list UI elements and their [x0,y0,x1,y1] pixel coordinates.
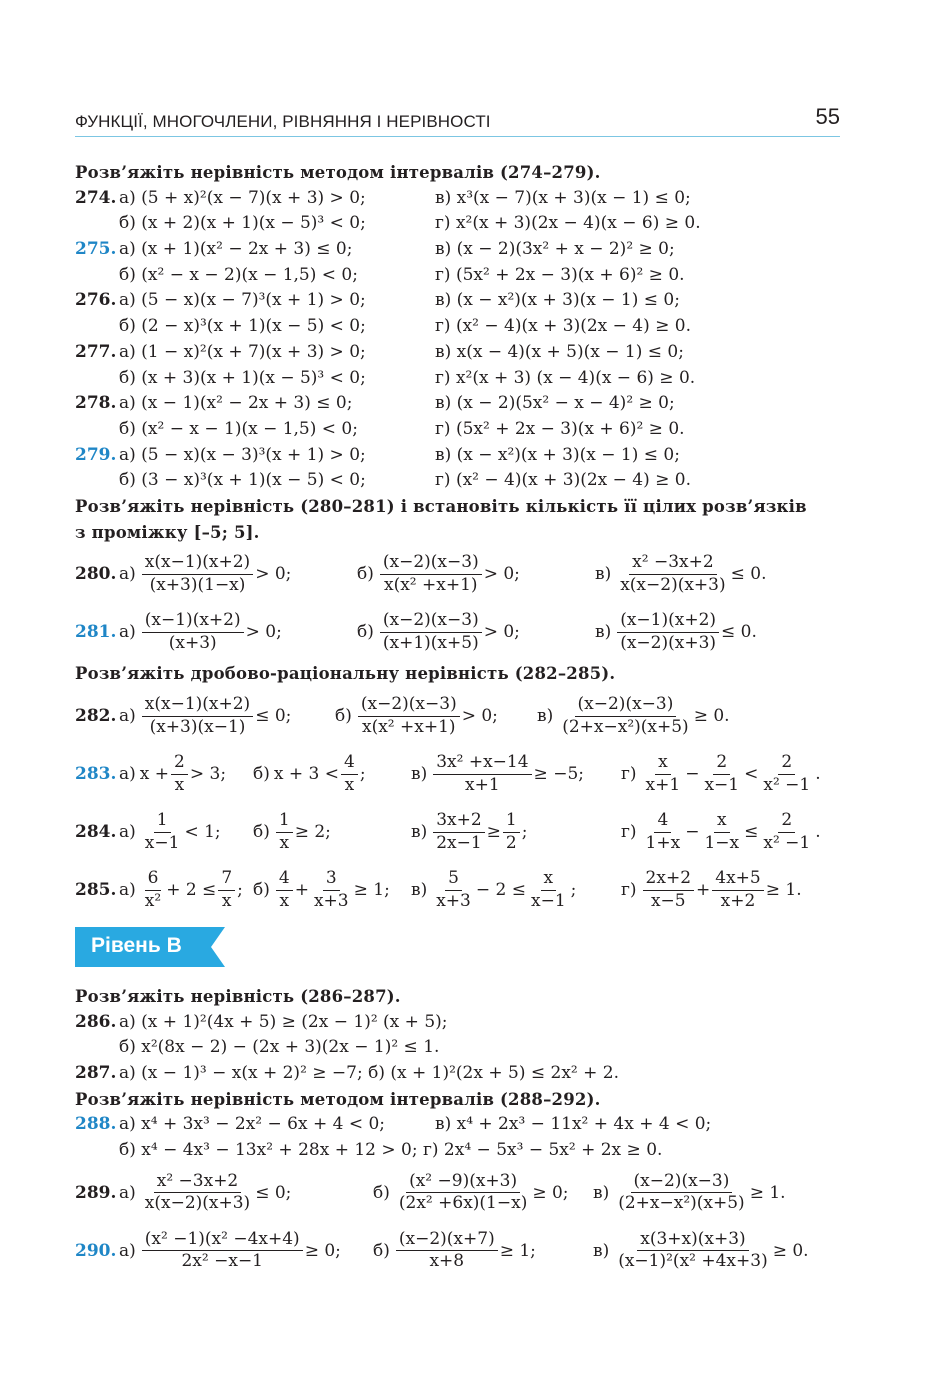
fraction-numerator: (x−2)(x−3) [358,695,460,717]
exercise-line [75,340,845,366]
operator: + [294,880,309,900]
expression-tail: ≤ 0. [730,564,767,585]
fraction [341,753,358,795]
exercises-282-285 [75,687,845,919]
fraction [643,869,694,911]
fraction-denominator: x(x² +x+1) [362,716,456,737]
fraction-denominator: (2+x−x²)(x+5) [618,1193,745,1214]
exercise-part [621,861,802,919]
exercise-number: 274. [75,187,117,208]
exercise-fraction-line [75,1164,845,1222]
fraction-numerator: x² −3x+2 [154,1172,242,1194]
exercise-number: 285. [75,880,117,900]
expression-tail: ; [521,822,528,842]
fraction [311,869,352,911]
fraction-numerator: (x−2)(x−3) [380,553,482,575]
fraction-denominator: (x−2)(x+3) [620,632,717,653]
fraction [617,553,728,595]
fraction-numerator: (x² −9)(x+3) [406,1172,520,1194]
fraction-numerator: 2x+2 [643,869,694,891]
exercise-part-right: в) x(x − 4)(x + 5)(x − 1) ≤ 0; [435,341,684,362]
operator: − [685,764,700,784]
exercise-line [75,1010,845,1036]
exercise-part-left: а) (x + 1)(x² − 2x + 3) ≤ 0; [119,239,353,260]
expression-prefix: x + [139,764,170,784]
fraction-numerator: 2 [171,753,188,775]
exercise-part [119,1164,291,1222]
exercise-line [75,417,845,443]
exercises-280-281 [75,545,845,661]
exercise-number: 275. [75,239,117,260]
part-label: а) [119,822,136,842]
exercise-content-level-b [75,984,845,1280]
part-label: б) [253,822,270,842]
expression-tail: > 0; [483,564,520,585]
instruction-282-285: Розв’яжіть дробово-раціональну нерівність (282–285). [75,664,616,684]
fraction [142,553,253,595]
exercise-line [75,468,845,494]
part-label: в) [595,564,612,585]
exercise-fraction-line [75,745,845,803]
fraction-denominator: x−5 [650,890,686,911]
exercise-part [595,603,757,661]
exercise-part-right: г) (x² − 4)(x + 3)(2x − 4) ≥ 0. [435,470,692,491]
expression-tail: ≥ 0. [772,1240,809,1261]
fraction [358,695,460,737]
fraction-denominator: x+1 [645,774,681,795]
fraction-numerator: 1 [276,811,293,833]
exercise-part [253,745,366,803]
exercise-part [621,803,821,861]
exercise-fraction-line [75,1222,845,1280]
fraction-numerator: (x² −1)(x² −4x+4) [142,1230,303,1252]
exercise-line [75,1035,845,1061]
fraction-denominator: x(x² +x+1) [384,574,478,595]
expression-tail: ≥ 0; [532,1182,569,1203]
expression-prefix: x + 3 < [273,764,339,784]
exercise-number: 284. [75,822,117,842]
part-label: г) [621,764,637,784]
part-label: в) [411,822,428,842]
fraction-denominator: x−1 [530,890,566,911]
level-band [75,927,225,967]
expression-tail: ≤ 0; [255,706,292,726]
operator: − [685,822,700,842]
expression-tail: . [815,822,821,842]
fraction-denominator: x−1 [704,774,740,795]
fraction [712,869,763,911]
fraction-denominator: x² −1 [763,774,811,795]
exercise-part-left: а) (1 − x)²(x + 7)(x + 3) > 0; [119,341,366,362]
expression-tail: ≥ 1. [765,880,802,900]
fraction-denominator: x+3 [313,890,349,911]
expression-tail: ; [359,764,366,784]
fraction-numerator: (x−1)(x+2) [142,611,244,633]
fraction-denominator: x(x−2)(x+3) [620,574,726,595]
exercise-part [119,545,291,603]
exercise-line [75,263,845,289]
fraction [433,753,531,795]
exercise-part-left: а) (5 − x)(x − 3)³(x + 1) > 0; [119,444,366,465]
expression-tail: < 1; [184,822,221,842]
exercise-fraction-line [75,687,845,745]
exercise-part [357,545,520,603]
fraction-denominator: x [344,774,355,795]
fraction [380,611,482,653]
fraction-numerator: x [714,811,730,833]
exercise-line [75,237,845,263]
fraction-numerator: 1 [503,811,520,833]
exercise-part-left: б) (x + 3)(x + 1)(x − 5)³ < 0; [119,367,366,388]
part-label: б) [253,764,270,784]
fraction-denominator: (x−1)²(x² +4x+3) [618,1251,768,1272]
exercise-line [75,1112,845,1138]
exercise-part [119,603,282,661]
exercise-part [373,1222,536,1280]
part-label: г) [621,822,637,842]
operator: < [744,764,759,784]
exercise-part [373,1164,569,1222]
fraction [433,869,474,911]
exercise-part [621,745,821,803]
part-label: а) [119,622,136,643]
exercises-288 [75,1112,845,1163]
exercise-part-right: в) (x − x²)(x + 3)(x − 1) ≤ 0; [435,290,680,311]
fraction [142,869,164,911]
exercises-289-290 [75,1164,845,1280]
exercise-part-right: в) x⁴ + 2x³ − 11x² + 4x + 4 < 0; [435,1114,712,1135]
fraction-denominator: x+2 [720,890,756,911]
fraction-numerator: x(x−1)(x+2) [142,553,253,575]
exercise-part-right: г) (x² − 4)(x + 3)(2x − 4) ≥ 0. [435,316,692,337]
exercise-part [411,861,576,919]
part-label: в) [411,764,428,784]
exercise-part [119,745,226,803]
fraction [276,869,293,911]
level-label: Рівень В [91,934,182,957]
expression-tail: ≥ 0; [304,1240,341,1261]
expression-tail: > 0; [255,564,292,585]
page-header [75,106,840,137]
exercises-274-279 [75,186,845,494]
exercise-line [75,1061,845,1087]
exercise-fraction-line [75,603,845,661]
fraction-denominator: x [221,890,232,911]
fraction-numerator: (x−1)(x+2) [617,611,719,633]
expression-tail: . [815,764,821,784]
part-label: б) [373,1182,390,1203]
fraction-numerator: 3x+2 [433,811,484,833]
fraction [760,811,813,853]
exercise-part [335,687,498,745]
fraction-denominator: x(x−2)(x+3) [144,1193,251,1214]
fraction [643,753,684,795]
fraction-numerator: x(3+x)(x+3) [637,1230,748,1252]
fraction-numerator: 7 [218,869,235,891]
fraction-denominator: x [279,890,290,911]
exercise-line [75,288,845,314]
expression-tail: > 3; [189,764,227,784]
exercise-part [253,803,331,861]
exercise-part-right: г) x²(x + 3)(2x − 4)(x − 6) ≥ 0. [435,213,701,234]
fraction-denominator: 1+x [645,832,681,853]
fraction [760,753,813,795]
exercise-part-left: б) (x² − x − 1)(x − 1,5) < 0; [119,418,358,439]
fraction-numerator: 3 [323,869,340,891]
fraction-numerator: 4 [276,869,293,891]
part-label: б) [357,622,374,643]
fraction [171,753,188,795]
fraction-denominator: x [174,774,185,795]
exercise-number: 277. [75,341,117,362]
fraction-denominator: x+1 [465,774,500,795]
exercise-part-left: а) (x − 1)(x² − 2x + 3) ≤ 0; [119,393,353,414]
part-label: в) [411,880,428,900]
exercise-part [119,803,221,861]
exercise-line [75,186,845,212]
exercise-part-left: а) (5 + x)²(x − 7)(x + 3) > 0; [119,187,366,208]
exercise-line [75,443,845,469]
part-label: а) [119,706,136,726]
fraction-numerator: x [541,869,557,891]
fraction-numerator: (x−2)(x−3) [631,1172,733,1194]
part-label: б) [335,706,352,726]
exercise-content [75,160,845,919]
fraction-denominator: (x+1)(x+5) [382,632,479,653]
fraction [142,611,244,653]
fraction [701,753,742,795]
exercise-line [75,1138,845,1164]
exercise-line [75,366,845,392]
exercise-part [595,545,767,603]
fraction [142,1172,253,1214]
fraction [617,611,719,653]
exercise-part-right: в) (x − 2)(3x² + x − 2)² ≥ 0; [435,239,675,260]
fraction-denominator: 2 [505,832,517,853]
fraction [559,695,691,737]
expression-tail: ≥ 1; [353,880,390,900]
fraction-numerator: x(x−1)(x+2) [142,695,253,717]
operator: + [696,880,711,900]
part-label: а) [119,880,136,900]
exercise-fraction-line [75,545,845,603]
exercise-line [75,314,845,340]
fraction-numerator: 2 [713,753,730,775]
exercise-part-right: в) (x − 2)(5x² − x − 4)² ≥ 0; [435,393,675,414]
exercise-part-right: г) (5x² + 2x − 3)(x + 6)² ≥ 0. [435,264,685,285]
exercise-part-right: в) (x − x²)(x + 3)(x − 1) ≤ 0; [435,444,680,465]
instruction-288-292: Розв’яжіть нерівність методом інтервалів (288–292). [75,1089,601,1109]
fraction [142,811,183,853]
expression-tail: ≥ 1; [499,1240,536,1261]
fraction-denominator: 2x−1 [436,832,482,853]
fraction [615,1172,747,1214]
expression-tail: ≤ 0. [721,622,757,643]
part-label: в) [595,622,612,643]
exercise-part-left: б) (x + 2)(x + 1)(x − 5)³ < 0; [119,213,366,234]
operator: + 2 ≤ [166,880,217,900]
exercise-text: а) (x − 1)³ − x(x + 2)² ≥ −7; б) (x + 1)²(2x + 5) ≤ 2x² + 2. [119,1063,620,1084]
exercise-part-left: а) (5 − x)(x − 7)³(x + 1) > 0; [119,290,366,311]
fraction-denominator: x−1 [144,832,180,853]
fraction [503,811,520,853]
fraction [396,1230,498,1272]
exercise-number: 282. [75,706,117,726]
fraction-denominator: x² [144,890,162,911]
fraction-denominator: (x+3)(x−1) [149,716,246,737]
fraction [396,1172,530,1214]
exercise-number: 281. [75,622,117,643]
exercise-number: 276. [75,290,117,311]
fraction-denominator: 1−x [704,832,740,853]
fraction-denominator: x+3 [436,890,471,911]
part-label: б) [357,564,374,585]
fraction [643,811,684,853]
fraction [218,869,235,911]
fraction-denominator: x [279,832,290,853]
exercise-number: 289. [75,1182,117,1203]
part-label: г) [621,880,637,900]
exercise-fraction-line [75,803,845,861]
instruction-286-287: Розв’яжіть нерівність (286–287). [75,987,401,1006]
fraction [528,869,569,911]
exercise-part-right: г) (5x² + 2x − 3)(x + 6)² ≥ 0. [435,418,685,439]
fraction [380,553,482,595]
expression-tail: > 0; [461,706,498,726]
part-label: в) [537,706,554,726]
exercise-part [357,603,520,661]
fraction-denominator: (x+3)(1−x) [149,574,246,595]
exercise-part-left: б) (3 − x)³(x + 1)(x − 5) < 0; [119,470,366,491]
operator: ≥ [486,822,501,842]
exercise-part-left: б) (x² − x − 2)(x − 1,5) < 0; [119,264,358,285]
exercise-part [253,861,390,919]
exercise-line [75,391,845,417]
fraction-denominator: x+8 [429,1251,465,1272]
fraction-denominator: (2x² +6x)(1−x) [398,1193,528,1214]
exercise-number: 280. [75,564,117,585]
part-label: в) [593,1182,610,1203]
fraction-denominator: (x+3) [168,632,217,653]
fraction-numerator: (x−2)(x−3) [575,695,677,717]
expression-tail: > 0; [245,622,282,643]
exercise-part-left: б) (2 − x)³(x + 1)(x − 5) < 0; [119,316,366,337]
expression-tail: ; [237,880,243,900]
expression-tail: ≤ 0; [255,1182,292,1203]
part-label: а) [119,764,136,784]
fraction [701,811,742,853]
fraction [615,1230,771,1272]
exercise-number: 278. [75,393,117,414]
fraction-numerator: x [655,753,671,775]
exercise-part-right: в) x³(x − 7)(x + 3)(x − 1) ≤ 0; [435,187,691,208]
exercise-number: 287. [75,1063,117,1084]
exercise-part [593,1164,786,1222]
fraction [433,811,484,853]
fraction-numerator: 2 [778,811,795,833]
exercise-number: 279. [75,444,117,465]
fraction-denominator: (2+x−x²)(x+5) [562,716,689,737]
fraction-numerator: (x−2)(x+7) [396,1230,498,1252]
exercise-part [537,687,730,745]
part-label: в) [593,1240,610,1261]
instruction-280-281-line1: Розв’яжіть нерівність (280–281) і встановіть кількість її цілих розв’язків [75,496,807,516]
exercise-part [119,687,291,745]
exercise-part [411,803,527,861]
exercises-286-287 [75,1010,845,1087]
fraction-numerator: 5 [445,869,462,891]
fraction-numerator: 4 [341,753,358,775]
exercise-part [119,861,243,919]
exercise-number: 286. [75,1011,117,1032]
exercise-number: 290. [75,1240,117,1261]
exercise-part [593,1222,809,1280]
part-label: б) [373,1240,390,1261]
fraction-numerator: 6 [145,869,162,891]
part-label: а) [119,1240,136,1261]
page-number: 55 [815,104,840,129]
instruction-280-281-line2: з проміжку [–5; 5]. [75,522,260,542]
expression-tail: ≥ 0. [693,706,730,726]
part-label: а) [119,564,136,585]
exercise-fraction-line [75,861,845,919]
fraction-numerator: 1 [154,811,171,833]
exercise-part [119,1222,341,1280]
exercise-line [75,211,845,237]
part-label: б) [253,880,270,900]
fraction-numerator: (x−2)(x−3) [380,611,482,633]
fraction [276,811,293,853]
fraction-numerator: 2 [778,753,795,775]
running-title: ФУНКЦІЇ, МНОГОЧЛЕНИ, РІВНЯННЯ І НЕРІВНОСТІ [75,112,491,131]
instruction-274-279: Розв’яжіть нерівність методом інтервалів (274–279). [75,163,601,182]
exercise-part-left: а) x⁴ + 3x³ − 2x² − 6x + 4 < 0; [119,1114,386,1135]
fraction-numerator: 4 [654,811,671,833]
exercise-part-left: б) x⁴ − 4x³ − 13x² + 28x + 12 > 0; г) 2x⁴ − 5x³ − 5x² + 2x ≥ 0. [119,1140,663,1161]
expression-tail: ≥ 2; [294,822,331,842]
expression-tail: ≥ 1. [749,1182,786,1203]
expression-tail: ; [570,880,577,900]
fraction [142,695,253,737]
exercise-part [411,745,584,803]
exercise-part-right: г) x²(x + 3) (x − 4)(x − 6) ≥ 0. [435,367,696,388]
exercise-text: б) x²(8x − 2) − (2x + 3)(2x − 1)² ≤ 1. [119,1037,440,1058]
fraction-numerator: x² −3x+2 [629,553,717,575]
exercise-number: 283. [75,764,117,784]
fraction-numerator: 3x² +x−14 [433,753,531,775]
fraction-numerator: 4x+5 [712,869,763,891]
part-label: а) [119,1182,136,1203]
operator: − 2 ≤ [475,880,526,900]
fraction [142,1230,303,1272]
exercise-number: 288. [75,1114,117,1135]
expression-tail: > 0; [483,622,520,643]
fraction-denominator: 2x² −x−1 [181,1251,263,1272]
operator: ≤ [744,822,759,842]
fraction-denominator: x² −1 [763,832,811,853]
expression-tail: ≥ −5; [533,764,584,784]
exercise-text: а) (x + 1)²(4x + 5) ≥ (2x − 1)² (x + 5); [119,1011,448,1032]
